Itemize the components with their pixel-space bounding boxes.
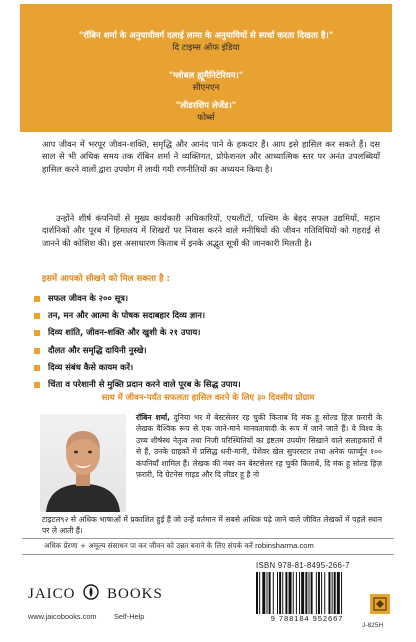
publisher-logo <box>28 584 163 605</box>
list-item <box>34 376 380 393</box>
contact-text: अधिक प्रेरणा + अमूल्य संसाधन पा कर जीवन को उन्नत बनाने के लिए संपर्क करें <box>44 541 253 550</box>
barcode-bar <box>259 572 260 614</box>
orange-square-bullet-icon <box>34 365 40 371</box>
study-paragraph: उन्होंने शीर्ष कंपनियों से मुख्य कार्यकारी अधिकारियों, एथलीटों, पश्चिम के बेहद सफल उद्यमियों, महान दार्शनिकों और पूरब में हिमालय में शिखरों पर निवास करने वाले मनीषियों की जीवन गतिविधियों को गहराई से जानने की कोशिश की। इस असाधारण किताब में इनके अद्भुत सूत्रों की जानकारी मिलती है। <box>42 213 380 248</box>
barcode-bar <box>256 572 258 614</box>
orange-square-bullet-icon <box>34 313 40 319</box>
barcode-bar <box>316 572 317 614</box>
barcode-bar <box>277 572 278 614</box>
quote-times-of-india <box>20 30 392 54</box>
quote-text: "रॉबिन शर्मा के अनुयायीवर्ग दलाई लामा के अनुयायियों से स्पर्धा करता दिखता है।" <box>78 31 334 41</box>
benefit-list <box>34 290 380 393</box>
barcode-bar <box>328 572 330 614</box>
barcode-bar <box>337 572 340 614</box>
barcode-bar <box>289 572 292 614</box>
barcode-bar <box>311 572 313 614</box>
barcode-bar <box>301 572 304 614</box>
barcode-bar <box>309 572 310 614</box>
jaico-logo-icon <box>83 584 99 605</box>
list-item-text: दौलत और समृद्धि दायिनी नुस्खे। <box>48 344 147 355</box>
author-portrait-icon <box>40 414 126 512</box>
barcode-bar <box>299 572 300 614</box>
list-item-text: दिव्य शांति, जीवन-शक्ति और खुशी के २१ उपाय। <box>48 327 201 338</box>
barcode-bar <box>332 572 333 614</box>
list-item-text: सफल जीवन के २०० सूत्र। <box>48 293 129 303</box>
orange-square-bullet-icon <box>34 382 40 388</box>
author-name: रॉबिन शर्मा, <box>136 413 171 422</box>
contact-line <box>44 541 314 551</box>
quote-cnn <box>20 70 392 94</box>
publisher-name-left: JAICO <box>28 585 76 602</box>
quote-text: "ग्लोबल ह्यूमैनिटेरियन।" <box>168 71 244 81</box>
list-item <box>34 342 380 359</box>
quote-source: सीएनएन <box>192 83 220 93</box>
barcode-bar <box>279 572 281 614</box>
website-link[interactable]: robinsharma.com <box>255 541 314 550</box>
barcode-bar <box>262 572 265 614</box>
barcode-bar <box>334 572 336 614</box>
quote-source: फोर्ब्स <box>197 113 215 123</box>
barcode-bar <box>305 572 307 614</box>
quote-band <box>20 4 392 132</box>
list-item <box>34 290 380 307</box>
barcode-bar <box>324 572 325 614</box>
category-label: Self-Help <box>114 612 145 621</box>
list-item-text: चिंता व परेशानी से मुक्ति प्रदान करने वाले पूरब के सिद्ध उपाय। <box>48 379 241 390</box>
barcode-bar <box>296 572 297 614</box>
isbn-label: ISBN 978-81-8495-266-7 <box>256 561 350 570</box>
intro-paragraph: आप जीवन में भरपूर जीवन-शक्ति, समृद्धि और आनंद पाने के हकदार हैं। आप इसे हासिल कर सकते हैं। दस साल से भी अधिक समय तक रॉबिन शर्मा ने व्यक्तिगत, प्रोफेशनल और आध्यात्मिक स्तर पर अनंत उपलब्धियाँ हासिल करने वालों द्वारा उपयोग में लायी गयी रणनीतियों का अध्ययन किया है। <box>42 139 380 174</box>
orange-square-bullet-icon <box>34 330 40 336</box>
barcode-bar <box>321 572 322 614</box>
list-item-text: तन, मन और आत्मा के पोषक सदाबहार दिव्य ज्ञान। <box>48 310 206 321</box>
program-line: साथ में जीवन-पर्यंत सफलता हासिल करने के लिए ३० दिवसीय प्रोग्राम <box>101 392 315 402</box>
divider <box>22 554 394 555</box>
jaico-badge-icon <box>370 594 390 614</box>
quote-source: दि टाइम्स ऑफ इंडिया <box>172 43 240 53</box>
orange-square-bullet-icon <box>34 348 40 354</box>
barcode-bar <box>293 572 294 614</box>
publisher-url[interactable]: www.jaicobooks.com <box>28 612 97 621</box>
list-item-text: दिव्य संबंध कैसे कायम करें। <box>48 361 134 372</box>
list-item <box>34 324 380 341</box>
author-bio <box>136 412 382 480</box>
barcode-bar <box>269 572 271 614</box>
learn-heading: इसमें आपको सीखने को मिल सकता है : <box>42 274 170 284</box>
barcode-bar <box>282 572 283 614</box>
list-item <box>34 359 380 376</box>
barcode-bar <box>273 572 274 614</box>
barcode-bar <box>318 572 320 614</box>
barcode-number: 9 788184 952667 <box>270 614 344 623</box>
orange-square-bullet-icon <box>34 296 40 302</box>
divider <box>22 538 394 539</box>
publisher-name-right: BOOKS <box>107 585 163 602</box>
author-bio-text: दुनिया भर में बेस्टसेलर रह चुकी किताब दि मंक हू सोल्ड हिज़ फ़रारी के लेखक वैश्विक रूप से एक जाने-माने मानवतावादी के रूप में जाने जाते हैं। वे विश्व के उच्च शीर्षस्थ नेतृत्व तथा निजी परिस्थितियों का इष्टतम उपयोग सिखाने वाले सलाहकारों में से हैं, उनके ग्राहकों में प्रसिद्ध धनी-मानी, पेशेवर खेल सुपरस्टार तथा अनेक फार्च्यून १०० कंपनियाँ शामिल हैं। लेखक की नंबर वन बेस्टसेलर रह चुकी किताबें, दि मंक हू सोल्ड हिज़ फ़रारी, दि ग्रेटनेस गाइड और दि लीडर हू है नो <box>136 413 382 480</box>
list-item <box>34 307 380 324</box>
author-photo <box>40 414 126 512</box>
quote-forbes <box>20 100 392 124</box>
price-code: J-825H <box>362 622 384 629</box>
barcode-bar <box>341 572 342 614</box>
barcode-bar <box>285 572 287 614</box>
barcode-bar <box>267 572 268 614</box>
barcode-icon <box>256 572 360 614</box>
quote-text: "लीडरशिप लेजेंड।" <box>175 101 237 111</box>
author-bio-continued: टाइटल९२ से अधिक भाषाओं में प्रकाशित हुई हैं जो उन्हें वर्तमान में सबसे अधिक पढ़े जाने वाले जीवित लेखकों में पहले स्थान पर ले आती हैं। <box>42 515 382 536</box>
